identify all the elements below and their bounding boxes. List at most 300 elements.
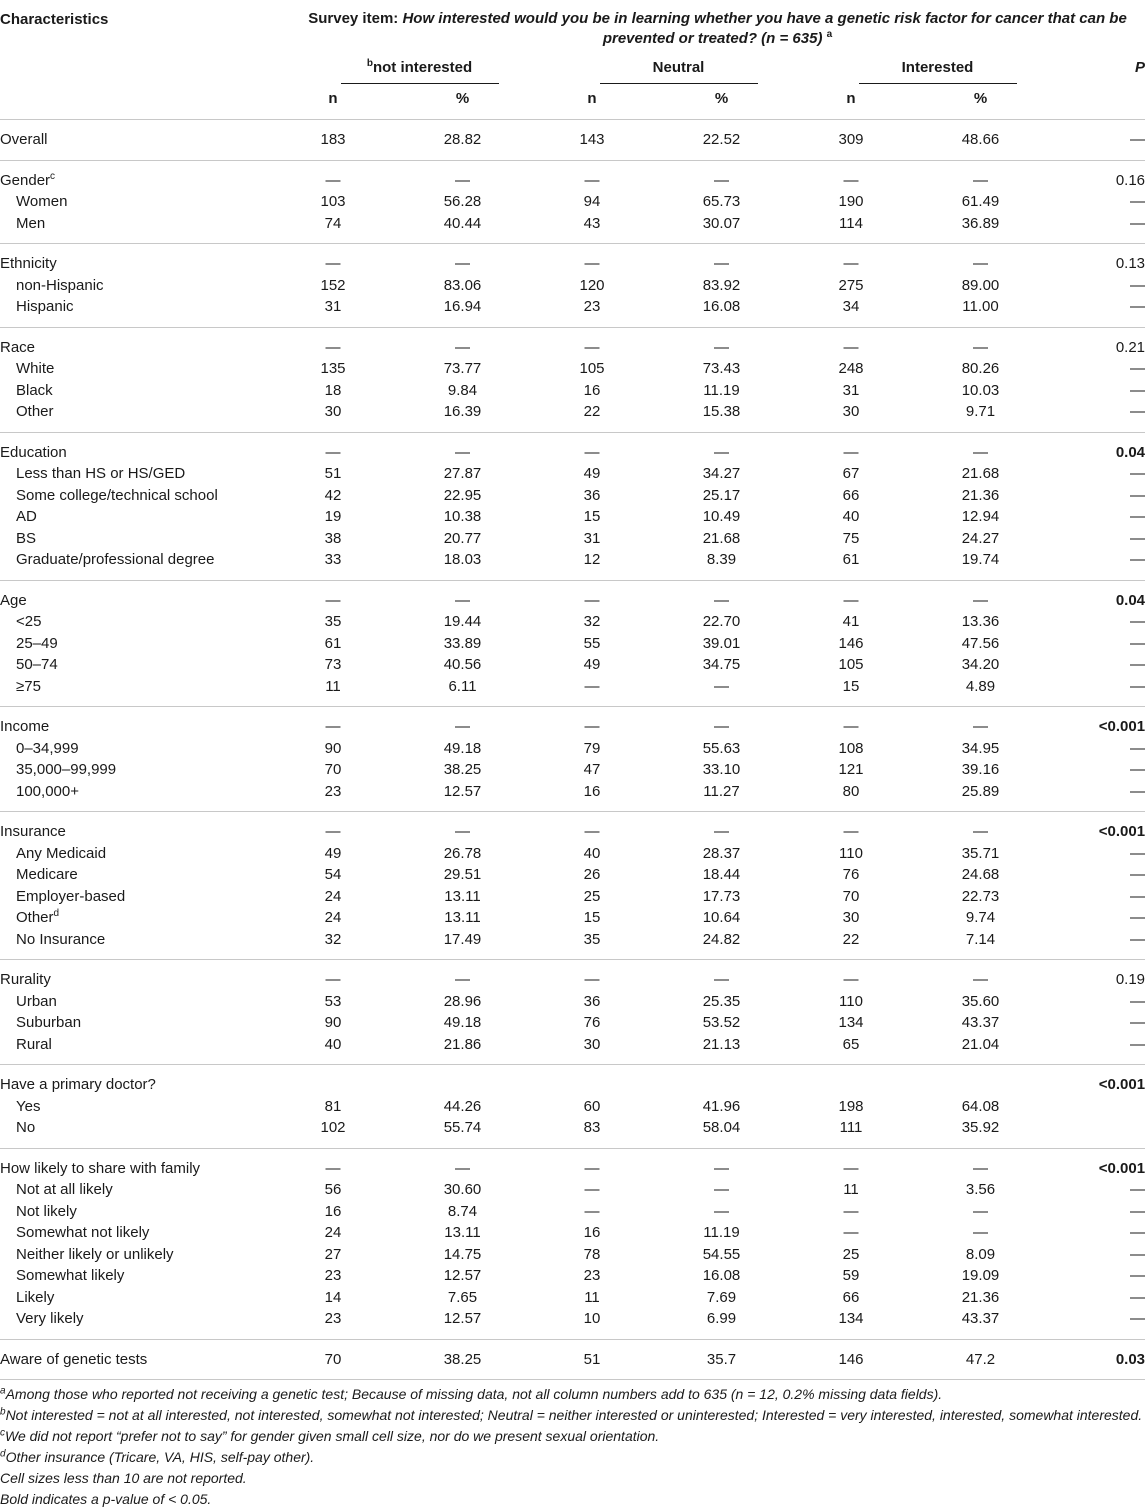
col-header-n: n [328,89,338,107]
cell-n: — [549,244,635,275]
cell-n: 23 [324,1310,342,1327]
cell-n: 15 [583,909,601,926]
cell-p-value: 0.13 [1067,244,1145,275]
cell-n: 49 [583,656,601,673]
cell-n: 55 [583,634,601,652]
cell-n: 90 [324,739,342,757]
row-label: Any Medicaid [16,844,107,862]
cell-n: 42 [324,486,342,504]
cell-pct: 20.77 [443,529,482,547]
cell-pct: 11.27 [703,782,740,800]
cell-pct: 25.17 [702,486,741,504]
table-row [0,843,1145,865]
cell-n: 40 [583,844,601,862]
cell-pct: 9.74 [965,909,996,926]
row-label: Hispanic [16,298,74,315]
table-row [0,991,1145,1013]
cell-pct: 39.01 [702,634,741,652]
cell-p-value: 0.03 [1067,1339,1145,1380]
cell-n: 23 [324,1267,342,1284]
cell-pct: 9.84 [447,381,478,399]
row-label: 100,000+ [16,782,79,800]
cell-n: — [549,707,635,738]
cell-p-value: 0.04 [1067,432,1145,463]
cell-pct: 33.89 [443,634,482,652]
cell-n: 102 [320,1119,346,1136]
cell-n: — [549,1148,635,1179]
row-label: Less than HS or HS/GED [16,465,186,482]
cell-n: 15 [583,508,601,525]
cell-pct: 21.68 [961,465,1000,482]
table-row [0,358,1145,380]
row-label: BS [16,529,37,547]
group-header-interested [808,49,1067,84]
cell-pct [894,1065,1067,1096]
cell-n: 79 [583,739,601,757]
cell-pct: — [635,327,808,358]
cell-n: 108 [838,739,864,757]
row-label: 25–49 [16,634,58,652]
cell-pct: — [714,677,729,695]
cell-p-value: — [1130,844,1145,862]
cell-pct: 13.11 [444,887,481,905]
cell-pct: 7.69 [706,1288,737,1306]
cell-n: 81 [324,1097,342,1115]
cell-pct: 34.20 [961,656,1000,673]
cell-pct: 53.52 [702,1014,741,1031]
cell-pct: — [376,812,549,843]
cell-n: 40 [324,1035,342,1053]
cell-n: 66 [842,1288,860,1306]
cell-pct: — [376,960,549,991]
cell-pct: 16.39 [443,403,482,420]
footnote: Cell sizes less than 10 are not reported. [0,1470,247,1486]
cell-n: 66 [842,486,860,504]
col-header-p: P [1135,59,1145,76]
table-row [0,463,1145,485]
cell-pct: 19.44 [443,613,482,630]
cell-pct: 4.89 [965,677,996,695]
cell-n: 16 [583,1224,601,1241]
cell-n: 80 [842,782,860,800]
row-label: Insurance [0,812,290,843]
row-label: How likely to share with family [0,1148,290,1179]
cell-pct: 39.16 [961,761,1000,778]
cell-p-value: 0.19 [1067,960,1145,991]
table-row [0,275,1145,297]
cell-n [549,1065,635,1096]
cell-p-value: <0.001 [1067,1148,1145,1179]
cell-n: — [808,960,894,991]
table-row [0,213,1145,244]
cell-pct: 35.60 [961,992,1000,1010]
cell-pct: 25.89 [961,782,1000,800]
cell-n: 22 [583,403,601,420]
row-label: Medicare [16,866,78,883]
table-row [0,549,1145,580]
cell-pct: 41.96 [702,1097,741,1115]
cell-p-value: <0.001 [1067,812,1145,843]
cell-n: — [549,580,635,611]
cell-p-value: — [1130,298,1145,315]
table-row [0,528,1145,550]
cell-n: — [843,1224,859,1241]
cell-p-value [1067,1096,1145,1118]
cell-pct: 64.08 [961,1097,1000,1115]
cell-pct: 35.92 [961,1119,1000,1136]
cell-n: 90 [324,1014,342,1031]
cell-n: 59 [842,1267,860,1284]
cell-pct: 13.36 [961,613,1000,630]
cell-n: 110 [839,844,863,862]
cell-n: 70 [842,887,860,905]
col-header-n: n [846,89,856,107]
cell-pct: 8.09 [965,1245,996,1263]
cell-pct: — [894,432,1067,463]
cell-pct: — [635,812,808,843]
cell-pct: — [894,580,1067,611]
cell-pct: — [894,707,1067,738]
cell-pct: 21.36 [961,486,1000,504]
cell-n: — [549,960,635,991]
footnote: $^c$We did not report “prefer not to say” for gender given small cell size, nor do we present sexual orientation. [0,1427,660,1444]
cell-p-value: 0.04 [1067,580,1145,611]
row-label: Rurality [0,960,290,991]
table-row [0,160,1145,191]
cell-pct: 35.71 [961,844,1000,862]
cell-pct: — [894,960,1067,991]
row-label: Education [0,432,290,463]
cell-n: 78 [583,1245,601,1263]
cell-pct: 35.7 [635,1339,808,1380]
cell-n: — [290,812,376,843]
cell-n: 15 [842,677,860,695]
group-header-neutral [549,49,808,84]
cell-n: 30 [324,403,342,420]
cell-pct: 24.68 [961,866,1000,883]
cell-n: 134 [838,1310,864,1327]
cell-n: — [290,580,376,611]
cell-n: 36 [583,992,601,1010]
cell-pct: 40.56 [443,656,482,673]
cell-n: — [808,244,894,275]
table-row [0,1179,1145,1201]
cell-pct: 28.37 [702,844,741,862]
cell-pct: 16.08 [702,298,741,315]
row-label: Not at all likely [16,1181,113,1198]
table-row [0,1117,1145,1148]
group-label: not interested [372,59,473,76]
cell-n: — [808,327,894,358]
cell-n: 26 [583,866,601,883]
cell-pct: 12.57 [443,1310,482,1327]
cell-pct: 9.71 [965,403,996,420]
row-label: Other [16,403,54,420]
cell-pct: 28.82 [376,120,549,161]
cell-pct: 17.49 [443,930,482,948]
cell-p-value: — [1130,276,1145,294]
cell-pct: — [894,244,1067,275]
cell-p-value: 0.16 [1067,160,1145,191]
table-row [0,864,1145,886]
cell-pct: 26.78 [443,844,482,862]
cell-p-value: — [1130,1224,1145,1241]
cell-n: 35 [583,930,601,948]
cell-p-value: — [1130,866,1145,883]
survey-question-text: How interested would you be in learning whether you have a genetic risk factor for cancer that can be prevented or treated? (n = 635) [402,10,1127,47]
cell-p-value: — [1130,1310,1145,1327]
cell-n: 30 [842,909,860,926]
cell-p-value: — [1067,120,1145,161]
cell-n: 23 [324,782,342,800]
row-label: Overall [0,120,290,161]
table-row [0,781,1145,812]
cell-pct: 18.44 [702,866,741,883]
cell-n: 67 [842,465,860,482]
cell-pct: 10.49 [702,508,741,525]
table-row [0,380,1145,402]
cell-n: — [290,707,376,738]
cell-n: — [584,1181,600,1198]
cell-n: — [290,960,376,991]
cell-pct: 3.56 [965,1181,996,1198]
cell-pct: 18.03 [443,551,482,568]
table-row [0,738,1145,760]
row-label: <25 [16,613,42,630]
cell-pct: — [635,432,808,463]
cell-pct: 10.38 [443,508,482,525]
cell-pct: — [635,244,808,275]
group-label: Neutral [652,59,705,76]
cell-n: 73 [324,656,342,673]
cell-n: 22 [842,930,860,948]
cell-p-value: 0.21 [1067,327,1145,358]
cell-pct: 17.73 [702,887,741,905]
row-label: AD [16,508,37,525]
table-row [0,1201,1145,1223]
cell-pct: 34.75 [702,656,741,673]
row-label: Women [16,193,68,210]
cell-n: 61 [324,634,342,652]
cell-n: 152 [320,276,346,294]
cell-n: 36 [583,486,601,504]
col-header-characteristics: Characteristics [0,11,109,28]
cell-pct: 40.44 [443,214,482,232]
cell-pct: 7.14 [965,930,996,948]
cell-p-value: — [1130,677,1145,695]
cell-n: 146 [808,1339,894,1380]
cell-n: 24 [324,887,342,905]
cell-pct: 12.57 [443,782,482,800]
table-row [0,633,1145,655]
cell-pct: 21.36 [961,1288,1000,1306]
cell-pct: 19.09 [961,1267,1000,1284]
cell-n: 16 [583,782,601,800]
cell-p-value: — [1130,782,1145,800]
cell-pct: — [376,327,549,358]
cell-pct: 12.94 [961,508,1000,525]
cell-n: — [808,432,894,463]
cell-pct: 73.77 [443,360,482,377]
cell-n: 23 [583,1267,601,1284]
cell-n: 248 [838,360,864,377]
cell-n: 11 [843,1181,859,1198]
row-label: 50–74 [16,656,58,673]
table-row [0,296,1145,327]
cell-pct: — [376,707,549,738]
cell-n: 31 [324,298,342,315]
cell-n: 198 [838,1097,864,1115]
col-header-n: n [587,89,597,107]
cell-pct: 30.60 [443,1181,482,1198]
cell-pct: 11.19 [703,381,740,399]
cell-pct [635,1065,808,1096]
cell-pct: 6.11 [448,677,477,695]
cell-pct: 80.26 [961,360,1000,377]
cell-n: 38 [324,529,342,547]
row-label: Aware of genetic tests [0,1339,290,1380]
cell-pct: 58.04 [702,1119,741,1136]
row-label: Ethnicity [0,244,290,275]
cell-p-value: — [1130,1267,1145,1284]
cell-pct: — [635,960,808,991]
cell-n: 103 [320,193,346,210]
cell-pct: — [894,160,1067,191]
cell-pct: — [714,1181,729,1198]
cell-pct: — [714,1202,729,1220]
cell-pct: 12.57 [443,1267,482,1284]
cell-n: 43 [583,214,601,232]
cell-n: 105 [838,656,864,673]
cell-n: 135 [320,360,346,377]
cell-pct: — [973,1224,988,1241]
cell-p-value: — [1130,1035,1145,1053]
group-label: Interested [901,59,974,76]
row-label: Graduate/professional degree [16,551,215,568]
table-row [0,1308,1145,1339]
table-row [0,759,1145,781]
header-row-question [0,0,1145,49]
cell-n: 33 [324,551,342,568]
cell-pct: 83.92 [702,276,741,294]
cell-pct: 49.18 [443,1014,482,1031]
cell-n: 275 [838,276,864,294]
cell-n [808,1065,894,1096]
cell-n: 114 [839,214,863,232]
cell-n: — [808,1148,894,1179]
cell-pct: 83.06 [443,276,482,294]
row-label: Neither likely or unlikely [16,1245,174,1263]
cell-n: — [549,812,635,843]
row-label: 35,000–99,999 [16,761,117,778]
cell-n: 30 [583,1035,601,1053]
cell-pct: — [973,1202,988,1220]
cell-n: 70 [290,1339,376,1380]
cell-n: — [290,327,376,358]
cell-n: 54 [324,866,342,883]
cell-pct: — [376,580,549,611]
cell-p-value: — [1130,486,1145,504]
table-row [0,120,1145,161]
cell-pct: 22.70 [702,613,741,630]
cell-n: 61 [842,551,860,568]
cell-n: — [808,707,894,738]
cell-n: 40 [842,508,860,525]
cell-n: — [290,432,376,463]
cell-n: 75 [842,529,860,547]
table-row [0,1339,1145,1380]
cell-n: 76 [583,1014,601,1031]
cell-n: 18 [324,381,342,399]
cell-n: — [290,1148,376,1179]
cell-n: — [549,160,635,191]
cell-n: 53 [324,992,342,1010]
cell-pct: 11.00 [962,298,999,315]
table-row [0,654,1145,676]
cell-n [290,1065,376,1096]
table-row [0,1148,1145,1179]
cell-n: 10 [583,1310,601,1327]
table-row [0,886,1145,908]
table-row [0,1012,1145,1034]
table-row [0,327,1145,358]
cell-p-value: — [1130,739,1145,757]
table-body [0,120,1145,1380]
cell-pct: 54.55 [702,1245,741,1263]
cell-pct: 22.73 [961,887,1000,905]
cell-pct: 24.82 [702,930,741,948]
cell-pct: — [635,1148,808,1179]
table-row [0,191,1145,213]
cell-n: 51 [324,465,342,482]
cell-p-value: — [1130,930,1145,948]
cell-n: 11 [325,677,341,695]
row-label: Race [0,327,290,358]
cell-n: 121 [838,761,864,778]
cell-pct: 34.27 [702,465,741,482]
cell-pct: 22.52 [635,120,808,161]
cell-p-value: — [1130,909,1145,926]
cell-p-value: — [1130,465,1145,482]
cell-pct: 24.27 [961,529,1000,547]
cell-pct: 21.04 [961,1035,1000,1053]
cell-p-value: — [1130,634,1145,652]
cell-pct: 43.37 [961,1310,1000,1327]
footnote: Bold indicates a p-value of < 0.05. [0,1491,212,1507]
cell-n: 30 [842,403,860,420]
cell-pct: 14.75 [443,1245,482,1263]
row-label: Black [16,381,53,399]
cell-n: — [549,327,635,358]
header-row-groups [0,49,1145,84]
survey-question [290,0,1145,49]
row-label: Suburban [16,1014,82,1031]
cell-pct: 61.49 [961,193,1000,210]
cell-pct: 49.18 [443,739,482,757]
cell-pct: — [894,327,1067,358]
footnote: $^a$Among those who reported not receiving a genetic test; Because of missing data, not all column numbers add to 635 (n = 12, 0.2% missing data fields). [0,1385,943,1402]
cell-n: 56 [324,1181,342,1198]
table-row [0,1034,1145,1065]
cell-pct: — [635,707,808,738]
cell-pct [376,1065,549,1096]
row-label: Likely [16,1288,55,1306]
table-row [0,707,1145,738]
cell-n: 31 [842,381,860,399]
footnote: $^d$Other insurance (Tricare, VA, HIS, self-pay other). [0,1448,315,1465]
cell-p-value: — [1130,887,1145,905]
cell-n: — [584,1202,600,1220]
